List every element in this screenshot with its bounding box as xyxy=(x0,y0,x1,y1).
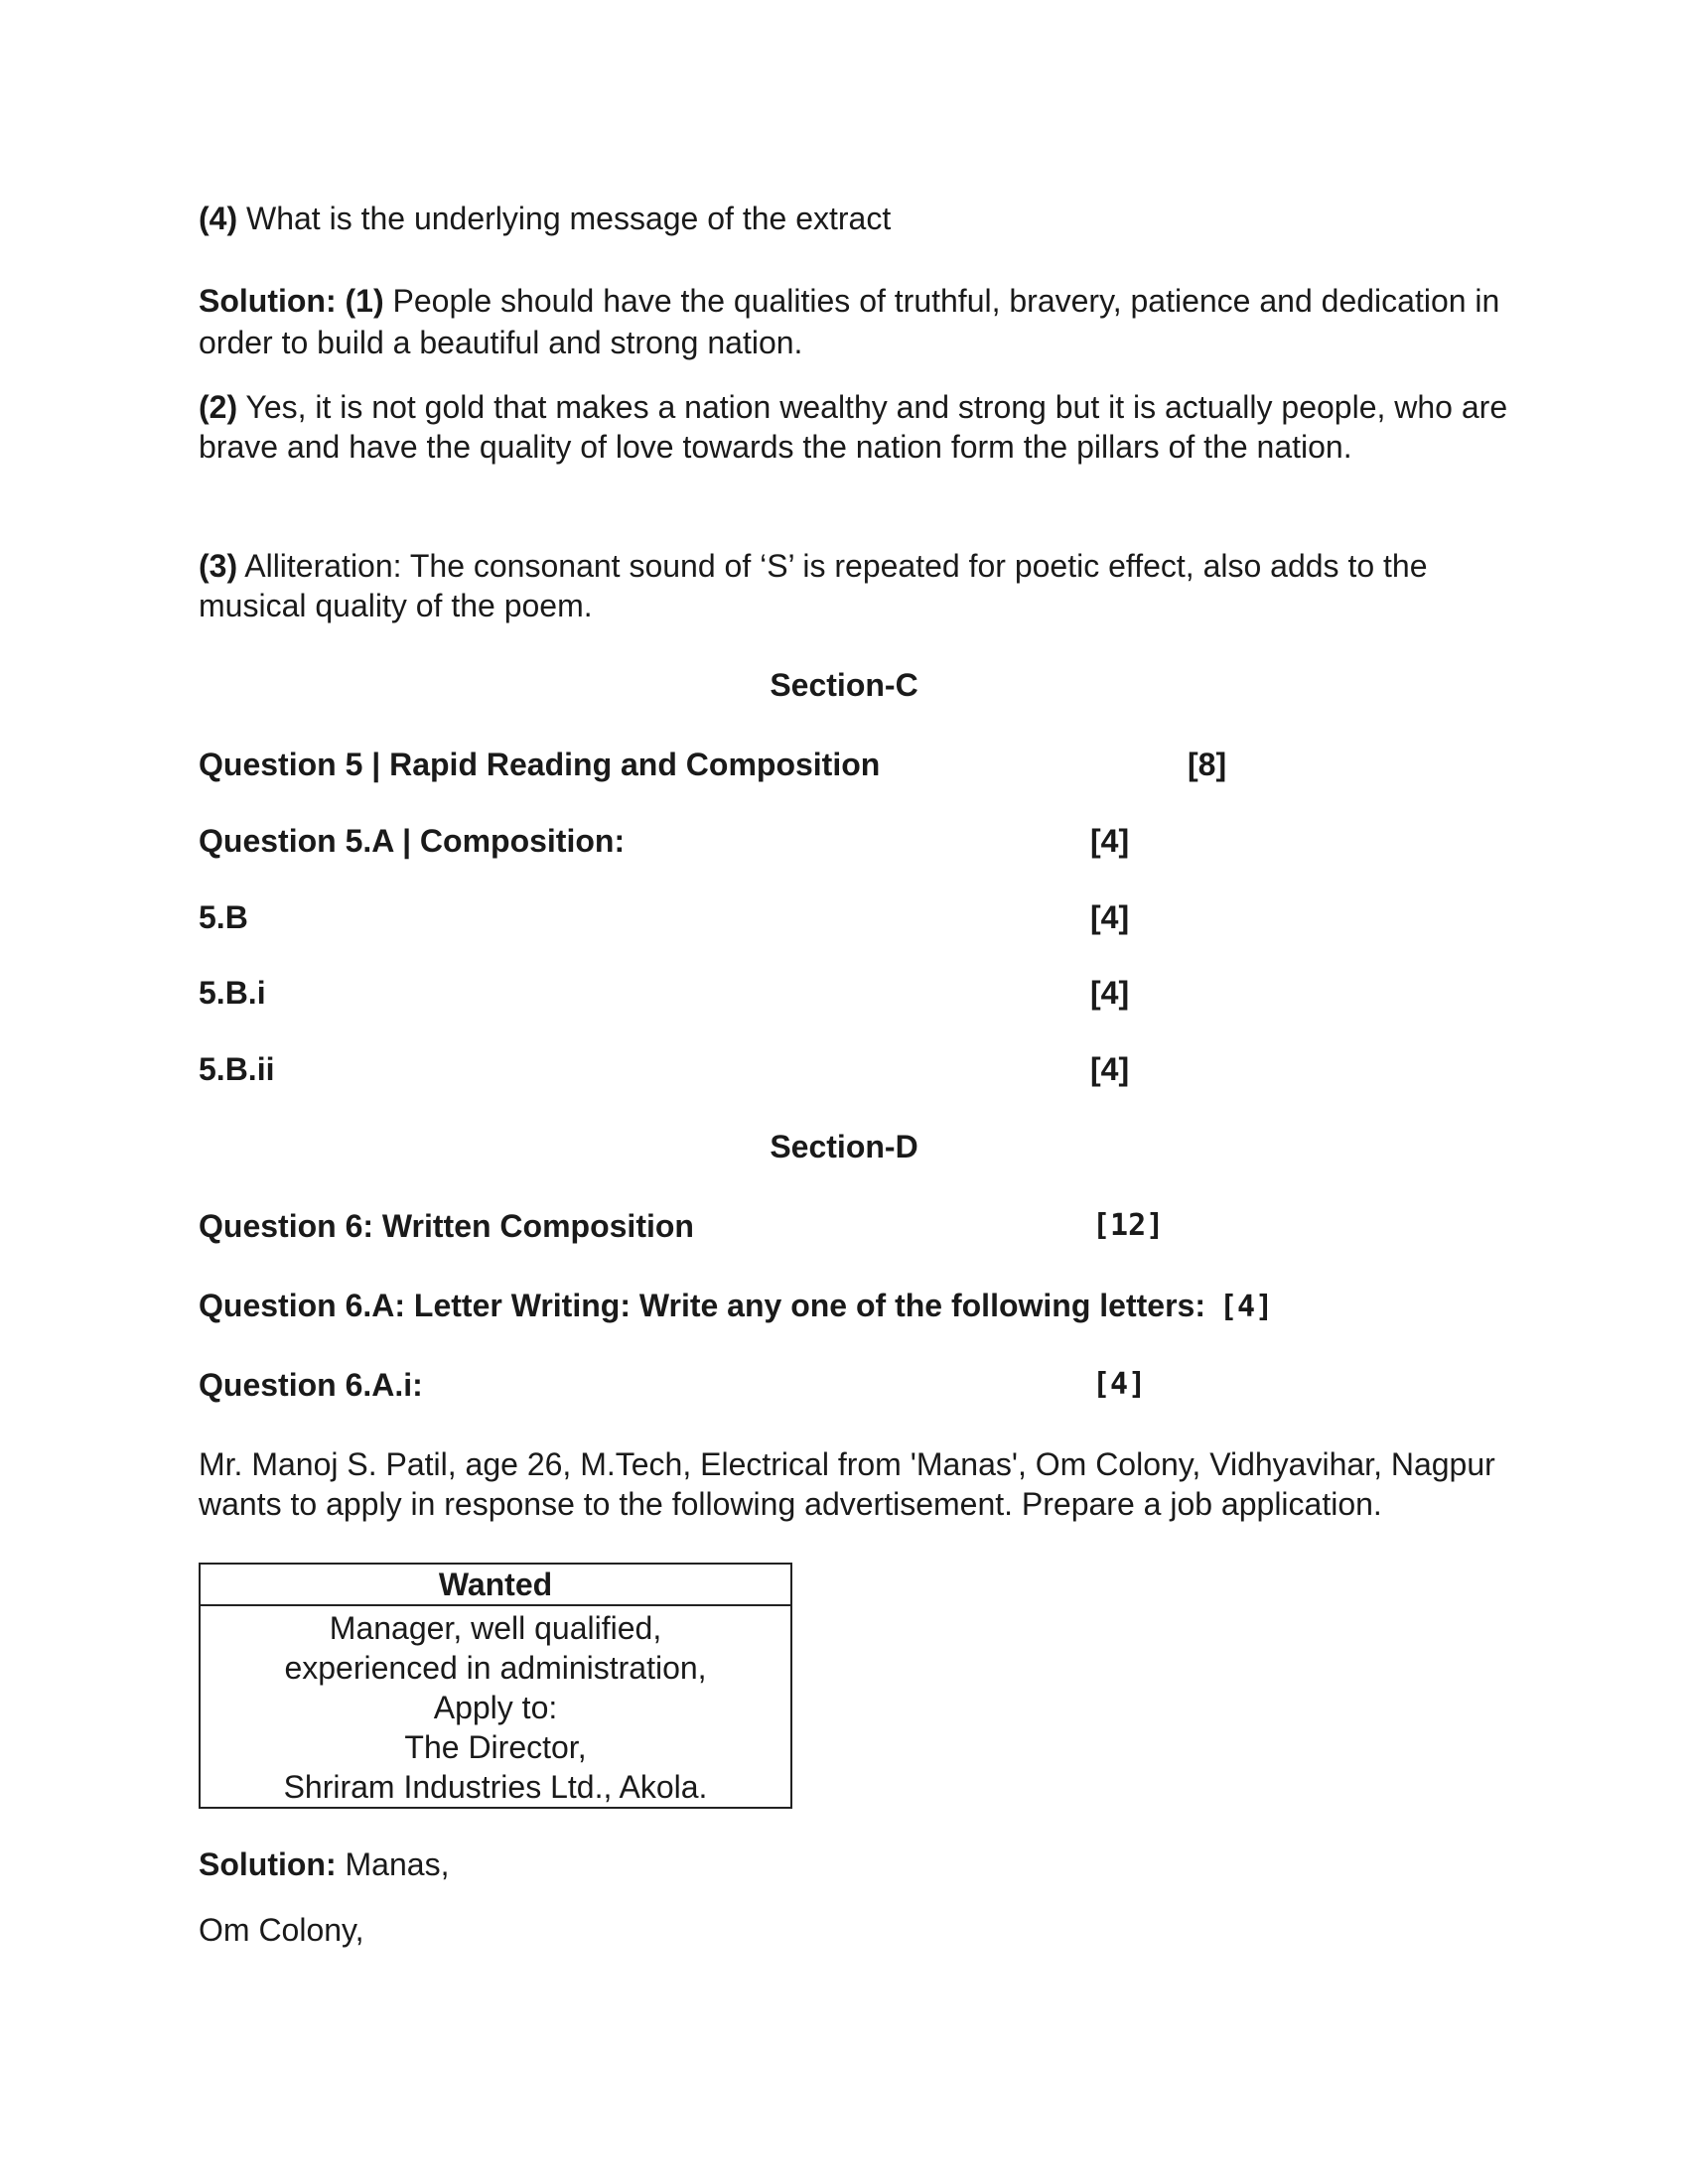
section-d-heading: Section-D xyxy=(770,1129,918,1164)
answer-text: Yes, it is not gold that makes a nation wealthy and strong but it is actually people, who are brave and have the quality of love towards the nation form the pillars of the nation. xyxy=(199,389,1508,465)
question-5b-marks: [4] xyxy=(1090,899,1130,935)
answer-text: Alliteration: The consonant sound of ‘S’ is repeated for poetic effect, also adds to the musical quality of the poem. xyxy=(199,548,1428,623)
letter-prompt: Mr. Manoj S. Patil, age 26, M.Tech, Electrical from 'Manas', Om Colony, Vidhyavihar, Nagpur wants to apply in response to the following advertisement. Prepare a job application. xyxy=(199,1446,1495,1522)
question-5bii-label: 5.B.ii xyxy=(199,1051,275,1087)
advertisement-line: experienced in administration, xyxy=(284,1650,707,1686)
solution-label: Solution: xyxy=(199,1846,337,1882)
solution-1 xyxy=(199,280,1509,363)
answer-2 xyxy=(199,387,1509,467)
answer-text: People should have the qualities of truthful, bravery, patience and dedication in order to build a beautiful and strong nation. xyxy=(199,283,1500,360)
answer-number: (1) xyxy=(336,283,384,319)
advertisement-line: Manager, well qualified, xyxy=(329,1610,662,1646)
question-5bii-marks: [4] xyxy=(1090,1051,1130,1087)
question-number: (4) xyxy=(199,201,238,236)
question-5a-label: Question 5.A | Composition: xyxy=(199,823,626,859)
question-6ai-marks: [4] xyxy=(1092,1367,1147,1402)
question-text: What is the underlying message of the extract xyxy=(237,201,892,236)
question-5bi-label: 5.B.i xyxy=(199,975,266,1011)
question-4 xyxy=(199,199,1509,238)
answer-number: (2) xyxy=(199,389,238,425)
letter-line: Manas, xyxy=(336,1846,450,1882)
question-6-label: Question 6: Written Composition xyxy=(199,1208,694,1244)
question-6a-label: Question 6.A: Letter Writing: Write any one of the following letters: xyxy=(199,1288,1205,1323)
question-5b-label: 5.B xyxy=(199,899,248,935)
advertisement-title: Wanted xyxy=(201,1565,790,1606)
solution-letter xyxy=(199,1844,449,1884)
question-6a-line xyxy=(199,1286,1273,1327)
question-5bi-marks: [4] xyxy=(1090,975,1130,1011)
advertisement-body xyxy=(201,1606,790,1807)
advertisement-line: The Director, xyxy=(404,1729,587,1765)
advertisement-box xyxy=(199,1563,792,1809)
answer-3 xyxy=(199,546,1509,625)
question-6ai-label: Question 6.A.i: xyxy=(199,1367,423,1403)
solution-label: Solution: xyxy=(199,283,337,319)
question-5a-marks: [4] xyxy=(1090,823,1130,859)
question-5-label: Question 5 | Rapid Reading and Composition xyxy=(199,747,881,782)
question-6-marks: [12] xyxy=(1092,1208,1165,1243)
answer-number: (3) xyxy=(199,548,238,584)
advertisement-line: Apply to: xyxy=(433,1690,558,1725)
address-line: Om Colony, xyxy=(199,1912,364,1948)
section-c-heading: Section-C xyxy=(770,667,918,703)
question-5-marks: [8] xyxy=(1188,747,1227,782)
advertisement-line: Shriram Industries Ltd., Akola. xyxy=(283,1769,708,1805)
question-6a-marks: [4] xyxy=(1218,1290,1274,1324)
